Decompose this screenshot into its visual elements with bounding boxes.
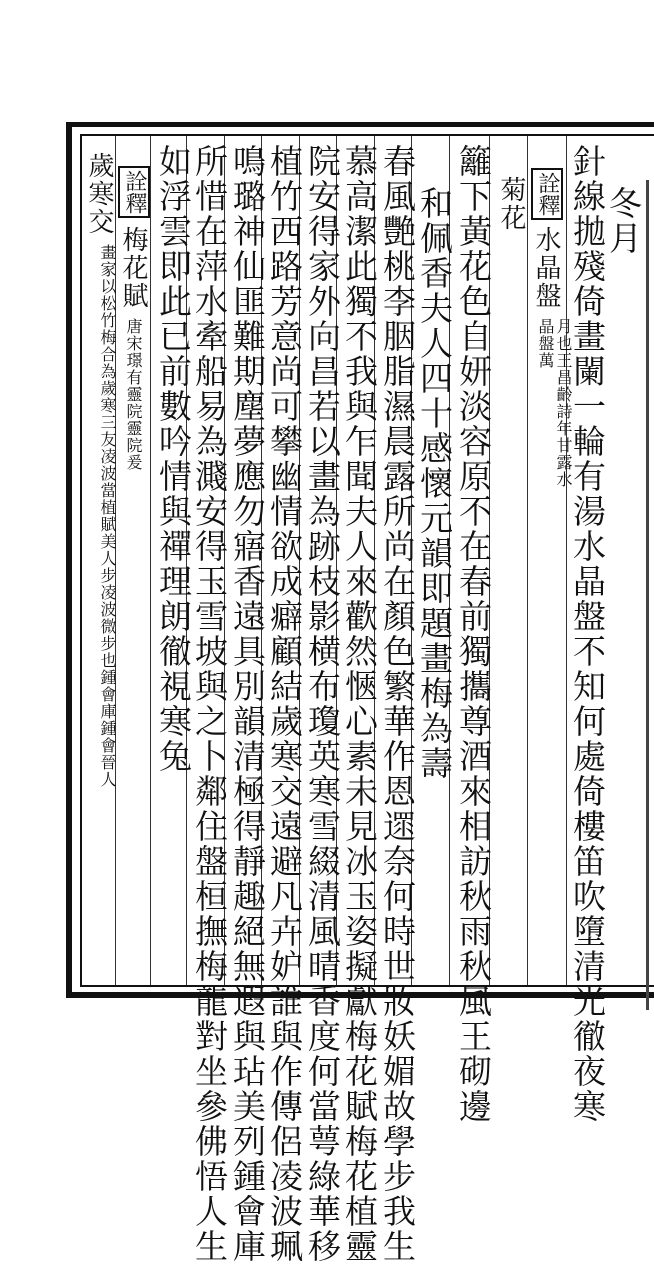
poem-line: 所惜在萍水牽船易為濺安得玉雪坡與之卜鄰住盤桓撫梅龍對坐參佛悟人生: [190, 144, 229, 1264]
page-edge-bleed: [646, 180, 649, 1010]
poem-line: 鳴璐神仙匪難期塵夢應勿寤香遠具別韻清極得靜趣絕無遐與玷美列鍾會庫: [228, 144, 267, 1264]
poem-line: 院安得家外向昌若以畫為跡枝影横布瓊英寒雪綴清風晴香度何當萼綠華移: [303, 144, 342, 1264]
column-divider: [527, 136, 528, 985]
annotation-term: 梅花賦: [118, 226, 148, 310]
poem-title-winter-moon: 冬月: [604, 186, 643, 256]
frame-inner-top-line: [80, 134, 654, 136]
column-divider: [566, 136, 567, 985]
frame-inner-left-line: [80, 134, 82, 987]
annotation-term: 歲寒交: [84, 152, 114, 236]
poem-line: 如浮雲即此已前數吟情與禪理朗徹視寒兔: [154, 144, 193, 774]
poem-line: 籬下黃花色自妍淡容原不在春前獨攜尊酒來相訪秋雨秋風王砌邊: [454, 144, 493, 1124]
annotation-tag: 詮釋: [531, 168, 563, 220]
annotation-tag: 詮釋: [118, 166, 150, 218]
annotation-note: 畫家以松竹梅合為歲寒三友凌波當植賦美人步凌波微步也鍾會庫鍾會晉人: [98, 244, 117, 788]
poem-line: 慕高潔此獨不我與乍聞夫人來歡然愜心素未見冰玉姿擬獻梅花賦梅花植靈: [340, 144, 379, 1264]
column-divider: [150, 136, 151, 985]
annotation-term: 水晶盤: [531, 226, 561, 310]
annotation-note: 月也王昌齡詩年甘露水晶盤萬: [536, 318, 573, 488]
poem-line: 春風艷桃李胭脂濕晨露所尚在顏色繁華作恩遝奈何時世妝妖媚故學步我生: [378, 144, 417, 1264]
poem-title-birthday: 和佩香夫人四十感懷元韻即題畫梅為壽: [415, 186, 454, 781]
poem-line: 針線拋殘倚畫闌一輪有湯水晶盤不知何處倚樓笛吹墮清光徹夜寒: [568, 144, 607, 1124]
poem-title-chrysanthemum: 菊花: [496, 176, 526, 232]
poem-line: 植竹西路芳意尚可攀幽情欲成癖顧結歲寒交遠避凡卉妒誰與作傳侶凌波珮: [265, 144, 304, 1264]
annotation-note: 唐宋璟有靈院靈院爰: [124, 318, 143, 471]
